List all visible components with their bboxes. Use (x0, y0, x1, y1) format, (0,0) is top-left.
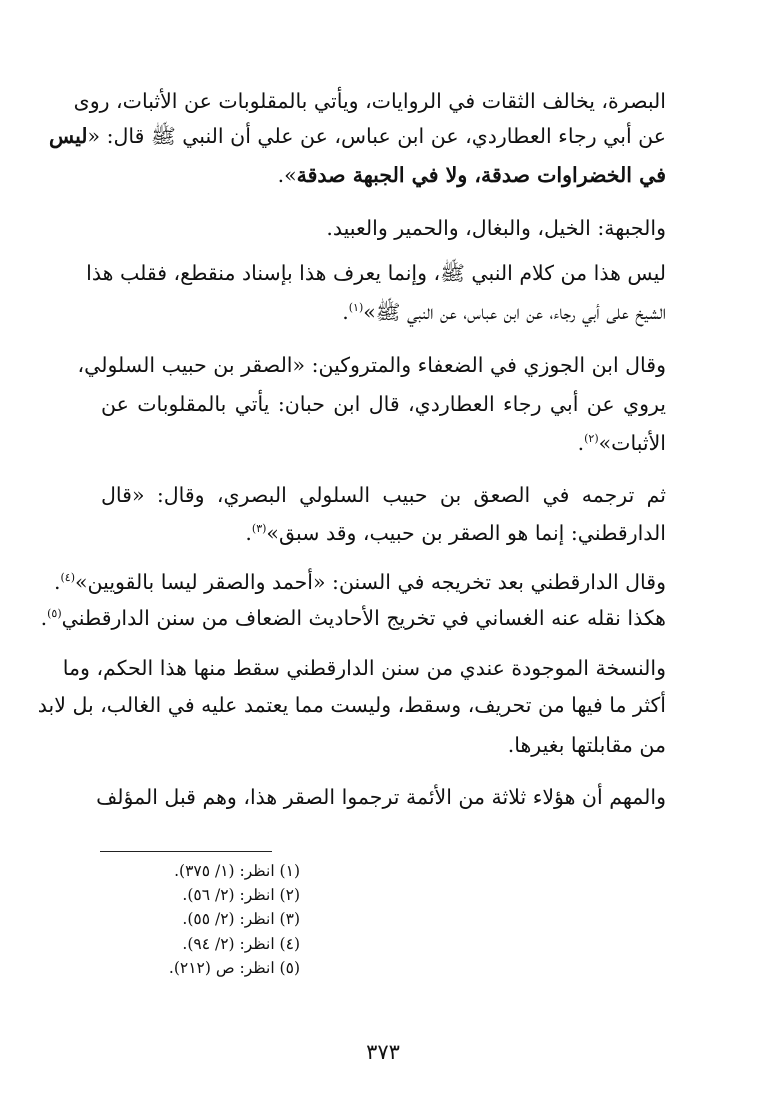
body-line (101, 518, 666, 548)
body-line: والنسخة الموجودة عندي من سنن الدارقطني سقط منها هذا الحكم، وما (62, 656, 666, 680)
body-text: . (40, 606, 48, 630)
body-line (40, 603, 666, 633)
body-line: والمهم أن هؤلاء ثلاثة من الأئمة ترجموا الصقر هذا، وهم قبل المؤلف (96, 785, 666, 809)
footnote: (٣) انظر: (٢/ ٥٥). (182, 910, 300, 928)
body-text: . (342, 300, 349, 324)
body-line (101, 428, 666, 458)
body-line: والجبهة: الخيل، والبغال، والحمير والعبيد. (326, 216, 666, 240)
body-text: . (577, 431, 585, 455)
body-line: ليس هذا من كلام النبي ﷺ، وإنما يعرف هذا بإسناد منقطع، فقلب هذا (86, 261, 666, 285)
footnote-ref: (٥) (47, 607, 62, 621)
body-text: الدارقطني: إنما هو الصقر بن حبيب، وقد سبق» (266, 521, 666, 545)
body-text: الشيخ على أبي رجاء، عن ابن عباس، عن النبي ﷺ» (363, 300, 666, 324)
body-line: ثم ترجمه في الصعق بن حبيب السلولي البصري، وقال: «قال (101, 483, 666, 507)
hadith-text-bold: في الخضراوات صدقة، ولا في الجبهة صدقة (296, 163, 666, 187)
body-line: من مقابلتها بغيرها. (507, 733, 666, 757)
page-number: ٣٧٣ (366, 1040, 400, 1064)
body-text: . (53, 570, 61, 594)
footnote-ref: (٢) (584, 432, 599, 446)
body-line: يروي عن أبي رجاء العطاردي، قال ابن حبان: يأتي بالمقلوبات عن (101, 392, 666, 416)
body-line (48, 121, 666, 151)
footnote-ref: (٤) (60, 571, 75, 585)
footnote: (٤) انظر: (٢/ ٩٤). (182, 935, 300, 953)
body-text: عن أبي رجاء العطاردي، عن ابن عباس، عن علي أن النبي ﷺ قال: « (87, 124, 666, 148)
body-line: أكثر ما فيها من تحريف، وسقط، وليست مما يعتمد عليه في الغالب، بل لابد (37, 693, 666, 717)
body-line (53, 567, 666, 597)
body-line: وقال ابن الجوزي في الضعفاء والمتروكين: «الصقر بن حبيب السلولي، (77, 353, 666, 377)
footnote: (٢) انظر: (٢/ ٥٦). (182, 886, 300, 904)
body-text: هكذا نقله عنه الغساني في تخريج الأحاديث الضعاف من سنن الدارقطني (61, 606, 666, 630)
footnote: (١) انظر: (١/ ٣٧٥). (174, 862, 300, 880)
hadith-text-bold: ليس (48, 124, 88, 148)
footnote-divider (100, 851, 272, 852)
footnote: (٥) انظر: ص (٢١٢). (168, 959, 300, 977)
body-text: ». (277, 163, 297, 187)
body-line (101, 160, 666, 190)
body-text: . (245, 521, 252, 545)
footnote-ref: (١) (348, 301, 364, 315)
body-line (101, 297, 666, 327)
body-text: وقال الدارقطني بعد تخريجه في السنن: «أحمد والصقر ليسا بالقويين» (74, 570, 666, 594)
body-text: الأثبات» (598, 431, 666, 455)
footnote-ref: (٣) (251, 522, 267, 536)
body-line: البصرة، يخالف الثقات في الروايات، ويأتي بالمقلوبات عن الأثبات، روى (73, 89, 666, 113)
